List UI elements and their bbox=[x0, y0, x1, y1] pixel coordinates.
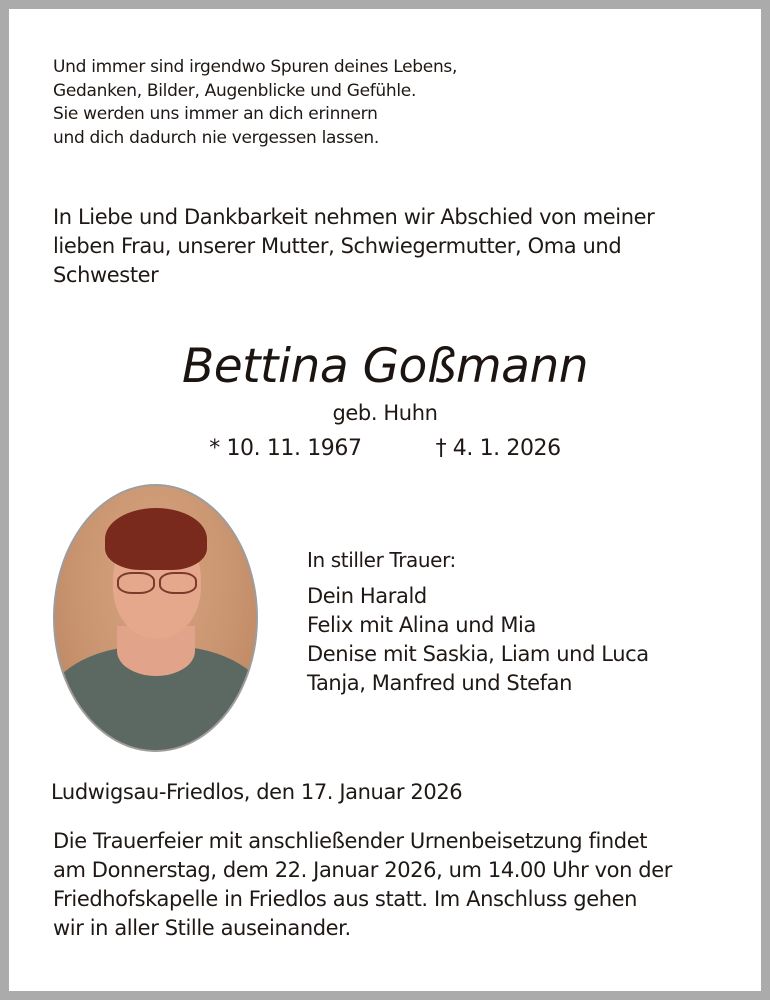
memorial-poem bbox=[53, 56, 457, 150]
obituary-notice bbox=[9, 9, 761, 991]
poem-line: Gedanken, Bilder, Augenblicke und Gefühle. bbox=[53, 80, 417, 101]
portrait-photo-icon bbox=[53, 484, 258, 752]
poem-line: und dich dadurch nie vergessen lassen. bbox=[53, 127, 379, 148]
life-dates bbox=[9, 436, 761, 461]
intro-line: In Liebe und Dankbarkeit nehmen wir Abschied von meiner bbox=[53, 205, 655, 229]
farewell-intro bbox=[53, 203, 654, 290]
mourners-heading: In stiller Trauer: bbox=[307, 548, 456, 572]
mourners-list bbox=[307, 582, 649, 698]
photo-glasses bbox=[115, 572, 199, 592]
intro-line: lieben Frau, unserer Mutter, Schwiegermutter, Oma und bbox=[53, 234, 622, 258]
mourner-entry: Felix mit Alina und Mia bbox=[307, 613, 536, 637]
mourner-entry: Denise mit Saskia, Liam und Luca bbox=[307, 642, 649, 666]
poem-line: Und immer sind irgendwo Spuren deines Lebens, bbox=[53, 57, 458, 77]
ceremony-line: wir in aller Stille auseinander. bbox=[53, 916, 351, 940]
poem-line: Sie werden uns immer an dich erinnern bbox=[53, 104, 378, 124]
birth-date: * 10. 11. 1967 bbox=[209, 436, 362, 461]
death-date: † 4. 1. 2026 bbox=[435, 436, 561, 461]
maiden-name: geb. Huhn bbox=[332, 401, 438, 425]
photo-hair bbox=[105, 508, 207, 570]
ceremony-details bbox=[53, 827, 672, 943]
ceremony-line: Die Trauerfeier mit anschließender Urnenbeisetzung findet bbox=[53, 829, 648, 853]
deceased-name: Bettina Goßmann bbox=[181, 339, 589, 394]
mourner-entry: Tanja, Manfred und Stefan bbox=[307, 671, 573, 695]
ceremony-line: am Donnerstag, dem 22. Januar 2026, um 14.00 Uhr von der bbox=[53, 858, 672, 882]
ceremony-line: Friedhofskapelle in Friedlos aus statt. Im Anschluss gehen bbox=[53, 887, 638, 911]
mourner-entry: Dein Harald bbox=[307, 584, 427, 608]
intro-line: Schwester bbox=[53, 263, 159, 287]
place-and-date: Ludwigsau-Friedlos, den 17. Januar 2026 bbox=[51, 780, 463, 804]
